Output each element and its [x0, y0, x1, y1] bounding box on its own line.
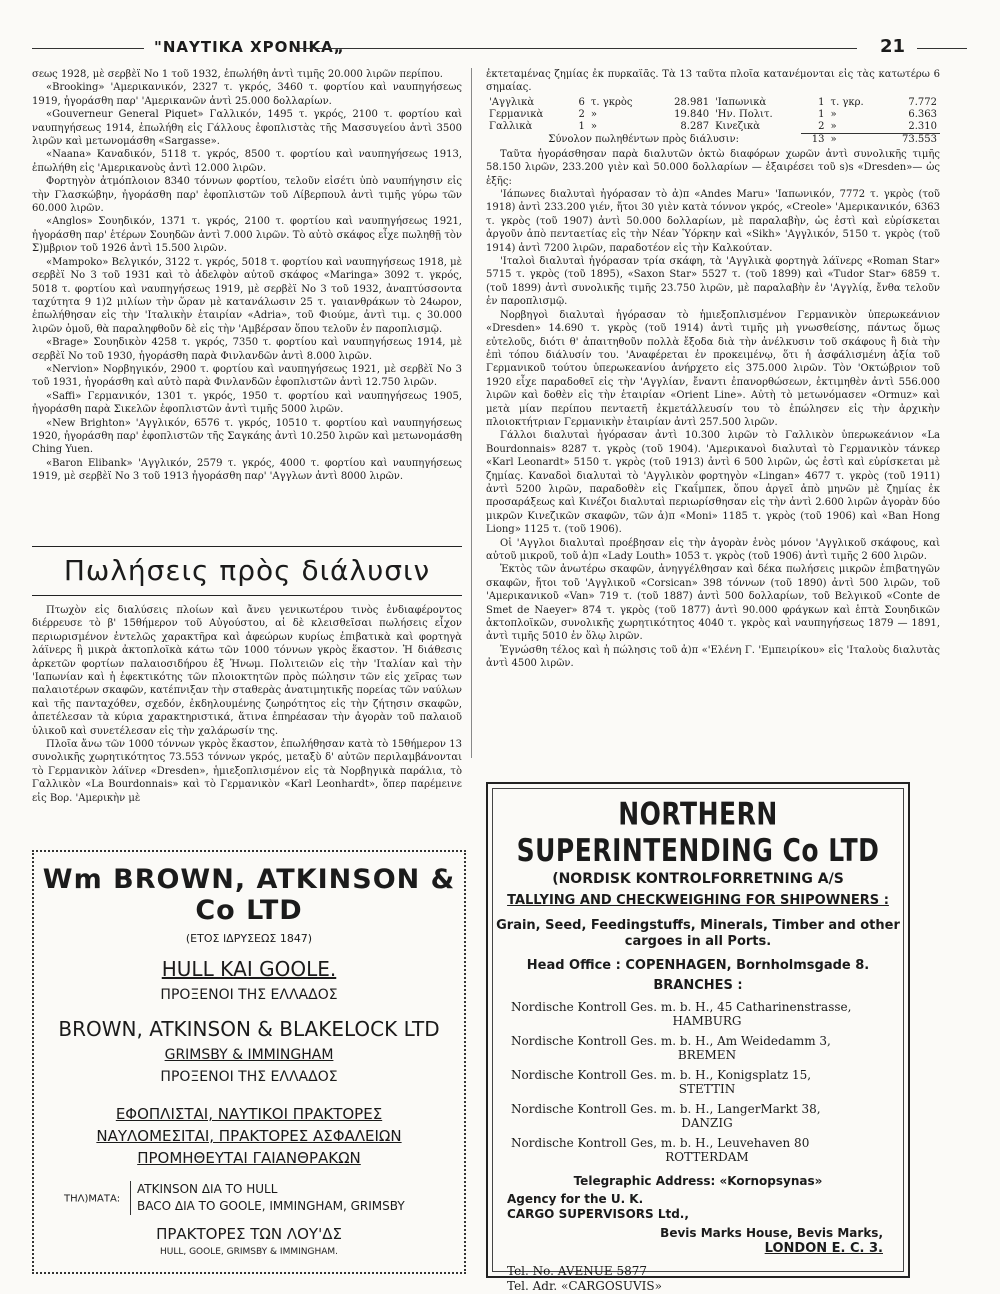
table-total-row [486, 133, 940, 146]
advert-telegrams [34, 1181, 464, 1215]
advert-tagline: TALLYING AND CHECKWEIGHING FOR SHIPOWNERS : [507, 893, 889, 908]
table-row [486, 97, 940, 109]
journal-title: "ΝΑΥΤΙΚΑ ΧΡΟΝΙΚΑ„ [154, 38, 345, 56]
advert-city: HULL ΚΑΙ GOOLE. [161, 957, 337, 981]
table-cell: 1 [578, 121, 585, 133]
branch-line: Nordische Kontroll Ges. m. b. H., LangerMarkt 38, [511, 1102, 821, 1116]
advert-subtitle: (NORDISK KONTROLFORRETNING A/S [552, 871, 844, 887]
paragraph: «Gouverneur General Piquet» Γαλλικόν, 1495 τ. γκρός, 2100 τ. φορτίου καὶ ναυπηγήσεως 1914, ἐπωλήθη εἰς Γάλλους ἐφοπλιστὰς τῆς Μασσυγείου ἀντὶ 3500 λιρῶν καὶ μετωνομάσθη «Sargasse». [32, 109, 462, 148]
table-row [486, 109, 940, 121]
branch-city: BREMEN [677, 1048, 737, 1062]
table-cell: » [590, 108, 597, 120]
table-cell: 2 [578, 108, 585, 120]
advert-bevis-marks: Bevis Marks House, Bevis Marks, [660, 1226, 883, 1240]
left-column [32, 68, 462, 484]
table-cell: 'Ην. Πολιτ. [715, 108, 773, 120]
header-rule-right [917, 48, 967, 49]
table-cell: τ. γκρὸς [590, 96, 633, 108]
advert-address: HULL, GOOLE, GRIMSBY & IMMINGHAM. [159, 1247, 339, 1257]
paragraph: «Saffi» Γερμανικόν, 1301 τ. γκρός, 1950 τ. φορτίου καὶ ναυπηγήσεως 1905, ἠγοράσθη παρὰ Σικελῶν ἐφοπλιστῶν ἀντὶ τιμῆς 5000 λιρῶν. [32, 390, 462, 416]
advert-branches [493, 1000, 903, 1164]
paragraph: «Anglos» Σουηδικόν, 1371 τ. γκρός, 2100 τ. φορτίου καὶ ναυπηγήσεως 1921, ἠγοράσθη παρ' ἑτέρων Σουηδῶν ἀντὶ 7.000 λιρῶν. Τὸ αὐτὸ σκάφος εἶχε πωληθῇ τὸν Σ)μβριον τοῦ 1926 ἀντὶ 15.500 λιρῶν. [32, 216, 462, 255]
branch-line: Nordische Kontroll Ges. m. b. H., Am Weidedamm 3, [511, 1034, 831, 1048]
advert-cargo-line: Grain, Seed, Feedingstuffs, Minerals, Timber and other cargoes in all Ports. [496, 918, 900, 949]
table-cell: τ. γκρ. [830, 96, 864, 108]
advert-firm-name: Wm BROWN, ATKINSON & Co LTD [42, 864, 456, 926]
paragraph: Πτωχὸν εἰς διαλύσεις πλοίων καὶ ἄνευ γενικωτέρου τινὸς ἐνδιαφέροντος διέρρευσε τὸ β' 15θήμερον τοῦ Αὐγούστου, αἱ δὲ κλεισθεῖσαι πωλήσεις εἶχον περιωρισμένον ἐντελῶς χαρακτῆρα καὶ ἀφεώρων κυρίως ἐπιβατικὰ καὶ φορτηγὰ λάϊνερς ἢ μικρὰ ἀκτοπλοϊκὰ κάτω τῶν 1000 τόννων γκρὸς ἕκαστον. Ἡ διάθεσις ἀρκετῶν φορτίων παλαιοσιδήρου ἐξ Ἠνωμ. Πολιτειῶν εἰς τὴν 'Ιταλίαν καὶ τὴν 'Ιαπωνίαν καὶ ἡ ἐφεκτικότης τῶν πλοιοκτητῶν πρὸς πώλησιν τῶν εἰς χεῖρας των παλαιοτέρων σκαφῶν, κατέπνιξαν τὴν σταθερὰς ἀνατιμητικῆς πορείας τῶν ναύλων καὶ τῆς πανταχόθεν, σχεδόν, ἐκδηλουμένης ζωηρότητος εἰς τὴν ζήτησιν σκαφῶν, ἀπετέλεσαν τὰ κύρια χαρακτηριστικά, ἅτινα ἐπηρέασαν τὴν ἀγορὰν τοῦ παλαιοῦ ὑλικοῦ καὶ συνετέλεσαν εἰς τὴν χαλάρωσίν της. [32, 605, 462, 737]
branch-city: HAMBURG [672, 1014, 742, 1028]
branch-city: ROTTERDAM [665, 1150, 749, 1164]
advert-consuls: ΠΡΟΞΕΝΟΙ ΤΗΣ ΕΛΛΑΔΟΣ [160, 987, 338, 1003]
brown-atkinson-advert [32, 850, 466, 1274]
paragraph: Γάλλοι διαλυταὶ ἠγόρασαν ἀντὶ 10.300 λιρῶν τὸ Γαλλικὸν ὑπερωκεάνιον «La Bourdonnais» 8287 τ. γκρὸς (τοῦ 1904). 'Αμερικανοὶ διαλυταὶ τὸ Γερμανικὸν τάνκερ «Karl Leonardt» 5150 τ. γκρὸς (τοῦ 1913) ἀντὶ 6 500 λιρῶν, ὡς ἐστὶ καὶ εὑρίσκεται μὲ ζημίας. Καναδοὶ διαλυταὶ τὸ 'Αγγλικὸν φορτηγὸν «Lingan» 4677 τ. γκρὸς (τοῦ 1911) ἀντὶ 5200 λιρῶν, παραδοθὲν εἰς Γκαΐμπεκ, ὅπου ἀργεῖ ἀπὸ μηνῶν μὲ ζημίας ἐκ προσαράξεως καὶ Κινέζοι διαλυταὶ περιωρίσθησαν εἰς τὴν ἀντὶ 2.600 λιρῶν ἀγορὰν δύο μικρῶν Κινεζικῶν σκαφῶν, τῶν ἀ)π «Moni» 1185 τ. γκρὸς (τοῦ 1906) καὶ «Ban Hong Liong» 1125 τ. (τοῦ 1906). [486, 430, 940, 536]
paragraph: «Nervion» Νορβηγικόν, 2900 τ. φορτίου καὶ ναυπηγήσεως 1921, μὲ σερβὲϊ Νο 3 τοῦ 1931, ἠγοράσθη καὶ αὐτὸ παρὰ Φινλανδῶν ἐφοπλιστῶν ἀντὶ 12.750 λιρῶν. [32, 363, 462, 389]
advert-head-office: Head Office : COPENHAGEN, Bornholmsgade 8. [526, 958, 870, 973]
branch-line: Nordische Kontroll Ges. m. b. H., Konigsplatz 15, [511, 1068, 812, 1082]
table-cell: 19.840 [674, 108, 710, 120]
table-cell: 28.981 [674, 96, 710, 108]
table-cell: 8.287 [680, 121, 710, 133]
paragraph: 'Ιταλοὶ διαλυταὶ ἠγόρασαν τρία σκάφη, τὰ 'Αγγλικὰ φορτηγὰ λάϊνερς «Roman Star» 5715 τ. γκρὸς (τοῦ 1895), «Saxon Star» 5527 τ. (τοῦ 1899) καὶ «Tudor Star» 6859 τ. (τοῦ 1899) ἀντὶ συνολικῆς τιμῆς 23.750 λιρῶν, μὲ παραλαβὴν ἐν 'Αγγλίᾳ, ἔνθα τελοῦν ἐν παροπλισμῷ. [486, 256, 940, 308]
column-divider [471, 68, 472, 758]
table-cell: » [830, 120, 837, 132]
advert-agents: ΠΡΑΚΤΟΡΕΣ ΤΩΝ ΛΟΥ'ΔΣ [156, 1225, 342, 1243]
table-cell: 6 [578, 96, 585, 108]
telegram-label: ΤΗΛ)ΜΑΤΑ: [64, 1193, 121, 1205]
table-cell: 7.772 [908, 96, 937, 108]
right-column [486, 68, 940, 671]
branch-city: DANZIG [681, 1116, 733, 1130]
table-cell: 1 [818, 96, 825, 108]
paragraph: Πλοῖα ἄνω τῶν 1000 τόννων γκρὸς ἕκαστον, ἐπωλήθησαν κατὰ τὸ 15θήμερον 13 συνολικῆς χωρητικότητος 73.553 τόννων γκρός, μεταξὺ δ' αὐτῶν περιλαμβάνονται τὸ Γερμανικὸν λάϊνερ «Dresden», ἡμιεξοπλισμένον εἰς τὰ Νορβηγικὰ παράλια, τὸ Γαλλικὸν «La Bourdonnais» καὶ τὸ Γερμανικὸν «Karl Leonhardt», ὅπερ παρέμεινε εἰς Βορ. 'Αμερικὴν μὲ [32, 739, 462, 804]
table-cell: Κινεζικὰ [715, 121, 761, 133]
flag-table [486, 97, 940, 146]
total-count: 13 [801, 133, 827, 146]
paragraph: 'Ιάπωνες διαλυταὶ ἠγόρασαν τὸ ἀ)π «Andes Maru» 'Ιαπωνικόν, 7772 τ. γκρὸς (τοῦ 1918) ἀντὶ 233.200 γιέν, ἤτοι 30 γιὲν κατὰ τόννον γκρός, «Creole» 'Αμερικανικόν, 6363 τ. γκρὸς (τοῦ 1907) ἀντὶ 50.000 δολλαρίων, μὲ παραλαβὴν, ὡς ἐστὶ καὶ εὑρίσκεται ἀργοῦν ἀπὸ πενταετίας εἰς τὴν Νέαν Ὑόρκην καὶ «Sikh» 'Αγγλικόν, 5150 τ. γκρὸς (τοῦ 1914) ἀντὶ 7200 λιρῶν, παραδοτέον εἰς τὴν Καλκούταν. [486, 189, 940, 254]
advert-company-name: NORTHERN SUPERINTENDING Co LTD [516, 795, 880, 869]
total-tons: 73.553 [882, 133, 940, 146]
paragraph: ἐκτεταμένας ζημίας ἐκ πυρκαϊᾶς. Τὰ 13 ταῦτα πλοῖα κατανέμονται εἰς τὰς κατωτέρω 6 σημαίας. [486, 69, 940, 94]
table-cell: 2.310 [908, 120, 937, 132]
advert-city-2: GRIMSBY & IMMINGHAM [164, 1047, 334, 1063]
table-cell: 2 [818, 120, 825, 132]
advert-telegraphic: Telegraphic Address: «Kornopsynas» [573, 1174, 823, 1188]
paragraph: «Naana» Καναδικόν, 5118 τ. γκρός, 8500 τ. φορτίου καὶ ναυπηγήσεως 1913, ἐπωλήθη εἰς 'Αμερικανοὺς ἀντὶ 12.000 λιρῶν. [32, 149, 462, 174]
paragraph: Ἐκτὸς τῶν ἀνωτέρω σκαφῶν, ἀνηγγέλθησαν καὶ δέκα πωλήσεις μικρῶν ἐπιβατηγῶν σκαφῶν, ἤτοι τοῦ 'Αγγλικοῦ «Corsican» 398 τόννων (τοῦ 1890) ἀντὶ 500 λιρῶν, τοῦ 'Αμερικανικοῦ «Van» 719 τ. (τοῦ 1887) ἀντὶ 500 δολλαρίων, τοῦ Βελγικοῦ «Conte de Smet de Naeyer» 874 τ. γκρὸς (τοῦ 1877) ἀντὶ 90.000 φράγκων καὶ ἑπτὰ Σουηδικῶν ἀκτοπλοϊκῶν, συνολικῆς χωρητικότητος 4040 τ. γκρὸς καὶ ναυπηγήσεως 1879 — 1891, ἀντὶ τιμῆς 5010 ἐν ὅλῳ λιρῶν. [486, 564, 940, 643]
advert-consuls-2: ΠΡΟΞΕΝΟΙ ΤΗΣ ΕΛΛΑΔΟΣ [160, 1069, 338, 1085]
paragraph: σεως 1928, μὲ σερβὲϊ Νο 1 τοῦ 1932, ἐπωλήθη ἀντὶ τιμῆς 20.000 λιρῶν περίπου. [32, 69, 443, 80]
table-cell: 1 [818, 108, 825, 120]
paragraph: Οἱ 'Αγγλοι διαλυταὶ προέβησαν εἰς τὴν ἀγορὰν ἑνὸς μόνον 'Αγγλικοῦ σκάφους, καὶ αὐτοῦ μικροῦ, τοῦ ἀ)π «Lady Louth» 1053 τ. γκρὸς (τοῦ 1906) ἀντὶ τιμῆς 2 600 λιρῶν. [486, 537, 940, 562]
branch-city: STETTIN [678, 1082, 736, 1096]
paragraph: «Mampoko» Βελγικόν, 3122 τ. γκρός, 5018 τ. φορτίου καὶ ναυπηγήσεως 1918, μὲ σερβὲϊ Νο 3 τοῦ 1931 καὶ τὸ ἀδελφὸν αὐτοῦ σκάφος «Maringa» 3092 τ. γκρός, 5018 τ. φορτίου καὶ ναυπηγήσεως 1919, μὲ σερβὲϊ Νο 3 τοῦ 1932, ἀναπτύσσοντα ταχύτητα 9 1)2 μιλίων τὴν ὥραν μὲ κατανάλωσιν 25 τ. γαιανθράκων τὸ 24ωρον, ἐπωλήθησαν εἰς τὴν 'Ιταλικὴν ἑταιρίαν «Adria», τοῦ Φιούμε, ἀντὶ τιμ. ς 30.000 λιρῶν ὁμοῦ, θὰ παραληφθοῦν δὲ εἰς τὴν 'Αμβέρσαν ὅπου τελοῦν ἐν παροπλισμῷ. [32, 256, 462, 335]
paragraph: «Baron Elibank» 'Αγγλικόν, 2579 τ. γκρός, 4000 τ. φορτίου καὶ ναυπηγήσεως 1919, μὲ σερβὲϊ Νο 3 τοῦ 1913 ἠγοράσθη παρ' 'Αγγλων ἀντὶ 8000 λιρῶν. [32, 457, 462, 483]
table-row [486, 121, 940, 134]
table-cell: 'Ιαπωνικὰ [715, 96, 767, 108]
advert-tel-no: Tel. No. AVENUE 5877 [507, 1264, 648, 1278]
advert-founded: (ΕΤΟΣ ΙΔΡΥΣΕΩΣ 1847) [185, 932, 313, 945]
advert-service-line: ΠΡΟΜΗΘΕΥΤΑΙ ΓΑΙΑΝΘΡΑΚΩΝ [137, 1149, 361, 1167]
paragraph: Φορτηγὸν ἀτμόπλοιον 8340 τόννων φορτίου, τελοῦν εἰσέτι ὑπὸ ναυπήγησιν εἰς τὴν Γλασκώβην, ἠγοράσθη παρ' ἐφοπλιστῶν τοῦ Λίβερπουλ ἀντὶ τιμῆς γύρω τῶν 60.000 λιρῶν. [32, 176, 462, 215]
table-cell: » [590, 121, 597, 133]
total-mark: » [828, 133, 883, 146]
northern-superintending-advert [486, 782, 910, 1293]
advert-cargo-supervisors: CARGO SUPERVISORS Ltd., [507, 1207, 689, 1221]
table-cell: » [830, 108, 837, 120]
paragraph: Νορβηγοὶ διαλυταὶ ἠγόρασαν τὸ ἡμιεξοπλισμένον Γερμανικὸν ὑπερωκεάνιον «Dresden» 14.690 τ. γκρὸς (τοῦ 1914) ἀντὶ τιμῆς μὴ γνωσθείσης, πάντως ὅμως εὐτελοῦς, διότι θ' ἀπαιτηθοῦν πολλὰ ἔξοδα διὰ τὴν ἀνέλκυσιν τοῦ σκάφους ἢ διὰ τὴν ἐπὶ τόπου διάλυσίν του. 'Αναφέρεται ἐν προκειμένῳ, ὅτι ἡ ἀσφάλισμένη ἀξία τοῦ Γερμανικοῦ τούτου ὑπερωκεανίου ἀνήρχετο εἰς 375.000 λιρῶν. Τὸν 'Οκτώβριον τοῦ 1920 εἶχε παραδοθεῖ εἰς τὴν 'Αγγλίαν, ἔναντι ἐπανορθώσεων, ἐκτιμηθὲν ἀντὶ 556.000 λιρῶν καὶ δοθὲν εἰς τὴν ἑταιρίαν «Orient Line». Αὐτὴ τὸ μετωνόμασεν «Ormuz» καὶ μετὰ μίαν περίπου πενταετῆ ἐκμετάλλευσίν του τὸ ἐπώλησεν εἰς τὴν ἀρχικὴν πλοιοκτήτριαν Γερμανικὴν ἑταιρίαν ἀντὶ 257.500 λιρῶν. [486, 309, 940, 428]
telegram-line: ATKINSON ΔΙΑ ΤΟ HULL [137, 1182, 278, 1196]
paragraph: «New Brighton» 'Αγγλικόν, 6576 τ. γκρός, 10510 τ. φορτίου καὶ ναυπηγήσεως 1920, ἠγοράσθη παρ' ἐφοπλιστῶν τῆς Σαγκάης ἀντὶ 10.250 λιρῶν καὶ μετωνομάσθη Ching Yuen. [32, 417, 462, 456]
table-cell: 'Αγγλικὰ [489, 96, 535, 108]
section-heading [32, 546, 462, 596]
branch-line: Nordische Kontroll Ges, m. b. H., Leuvehaven 80 [511, 1136, 810, 1150]
advert-branches-title: BRANCHES : [653, 978, 743, 993]
paragraph: «Brage» Σουηδικὸν 4258 τ. γκρός, 7350 τ. φορτίου καὶ ναυπηγήσεως 1914, μὲ σερβὲϊ Νο τοῦ 1930, ἠγοράσθη παρὰ Φινλανδῶν ἀντὶ 8.000 λιρῶν. [32, 337, 462, 362]
section-title: Πωλήσεις πρὸς διάλυσιν [63, 554, 431, 587]
sales-column [32, 604, 462, 805]
paragraph: Ἐγνώσθη τέλος καὶ ἡ πώλησις τοῦ ἀ)π «'Ελένη Γ. 'Εμπειρίκου» εἰς 'Ιταλοὺς διαλυτὰς ἀντὶ 4500 λιρῶν. [486, 644, 940, 670]
header-rule-left [32, 48, 144, 49]
paragraph: Ταῦτα ἠγοράσθησαν παρὰ διαλυτῶν ὀκτὼ διαφόρων χωρῶν ἀντὶ συνολικῆς τιμῆς 58.150 λιρῶν, 233.200 γιὲν καὶ 50.000 δολλαρίων — ἐξαιρέσει τοῦ s)s «Dresden»— ὡς ἑξῆς: [486, 148, 940, 187]
advert-agency: Agency for the U. K. [507, 1192, 644, 1206]
advert-tel-adr: Tel. Adr. «CARGOSUVIS» [507, 1279, 662, 1293]
total-label: Σύνολον πωληθέντων πρὸς διάλυσιν: [548, 133, 739, 145]
page-header [32, 38, 967, 60]
page-number: 21 [879, 36, 905, 57]
advert-services [34, 1103, 464, 1169]
table-cell: Γερμανικὰ [489, 108, 544, 120]
branch-line: Nordische Kontroll Ges. m. b. H., 45 Catharinenstrasse, [511, 1000, 852, 1014]
table-cell: Γαλλικὰ [489, 121, 533, 133]
advert-firm-name-2: BROWN, ATKINSON & BLAKELOCK LTD [58, 1017, 440, 1041]
table-cell: 6.363 [908, 108, 937, 120]
advert-service-line: ΝΑΥΛΟΜΕΣΙΤΑΙ, ΠΡΑΚΤΟΡΕΣ ΑΣΦΑΛΕΙΩΝ [96, 1127, 402, 1145]
header-rule-middle [297, 48, 857, 49]
paragraph: «Brooking» 'Αμερικανικόν, 2327 τ. γκρός, 3460 τ. φορτίου καὶ ναυπηγήσεως 1919, ἠγοράσθη παρ' 'Αμερικανῶν ἀντὶ 25.000 δολλαρίων. [32, 82, 462, 107]
advert-london: LONDON E. C. 3. [764, 1241, 883, 1256]
advert-service-line: ΕΦΟΠΛΙΣΤΑΙ, ΝΑΥΤΙΚΟΙ ΠΡΑΚΤΟΡΕΣ [115, 1105, 383, 1123]
telegram-line: BACO ΔΙΑ ΤΟ GOOLE, IMMINGHAM, GRIMSBY [137, 1199, 405, 1213]
advert-inner-border [492, 788, 904, 1293]
